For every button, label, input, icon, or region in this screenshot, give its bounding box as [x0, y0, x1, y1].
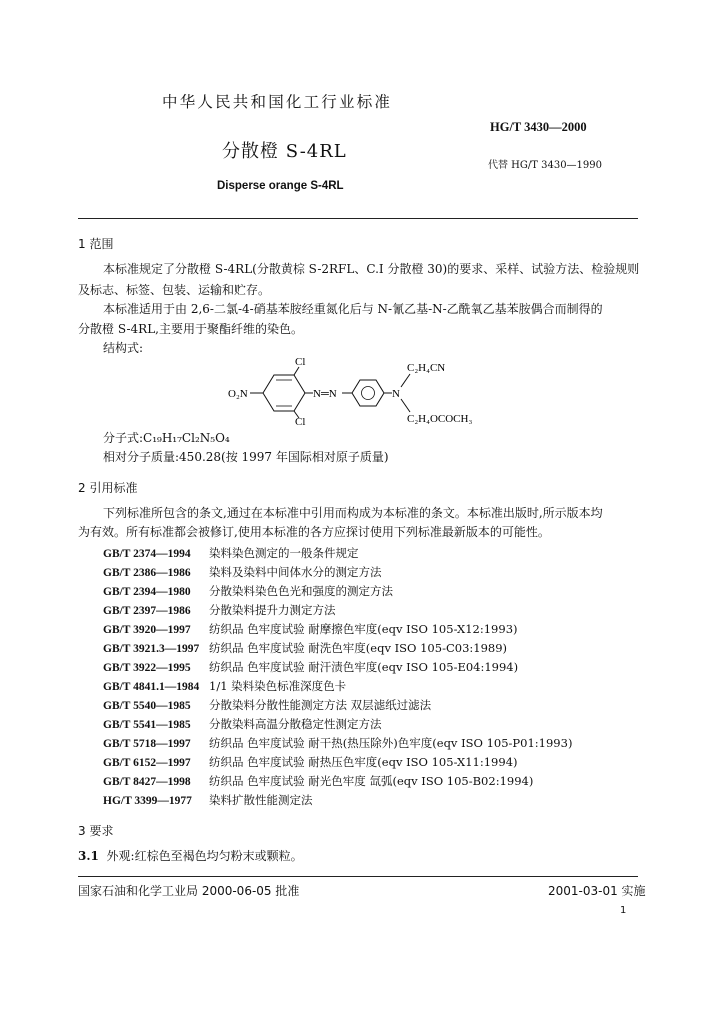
standard-number: HG/T 3430—2000	[490, 120, 587, 134]
scope-paragraph-1-line-1: 本标准规定了分散橙 S-4RL(分散黄棕 S-2RFL、C.I 分散橙 30)的要求、采样、试验方法、检验规则	[103, 262, 640, 276]
reference-item: GB/T 3922—1995 纺织品 色牢度试验 耐汗渍色牢度(eqv ISO 105-E04:1994)	[103, 660, 519, 674]
reference-item: HG/T 3399—1977 染料扩散性能测定法	[103, 793, 313, 807]
references-intro-line-1: 下列标准所包含的条文,通过在本标准中引用而构成为本标准的条文。本标准出版时,所示版本均	[103, 506, 603, 520]
section-3-heading: 3 要求	[78, 824, 114, 838]
molar-mass: 相对分子质量:450.28(按 1997 年国际相对原子质量)	[103, 450, 389, 464]
structure-label: 结构式:	[103, 341, 144, 355]
nitro-group-label: O₂N	[228, 388, 248, 400]
structural-formula	[225, 355, 495, 427]
approval-date: 国家石油和化学工业局 2000-06-05 批准	[78, 884, 300, 898]
scope-paragraph-2-line-1: 本标准适用于由 2,6-二氯-4-硝基苯胺经重氮化后与 N-氰乙基-N-乙酰氧乙基苯胺偶合而制得的	[103, 302, 603, 316]
references-intro-line-2: 为有效。所有标准都会被修订,使用本标准的各方应探讨使用下列标准最新版本的可能性。	[78, 525, 550, 539]
reference-item: GB/T 5540—1985 分散染料分散性能测定方法 双层滤纸过滤法	[103, 698, 432, 712]
reference-item: GB/T 3920—1997 纺织品 色牢度试验 耐摩擦色牢度(eqv ISO 105-X12:1993)	[103, 622, 518, 636]
reference-item: GB/T 4841.1—1984 1/1 染料染色标准深度色卡	[103, 679, 347, 693]
reference-item: GB/T 5718—1997 纺织品 色牢度试验 耐干热(热压除外)色牢度(eqv ISO 105-P01:1993)	[103, 736, 573, 750]
section-1-heading: 1 范围	[78, 237, 114, 251]
reference-item: GB/T 6152—1997 纺织品 色牢度试验 耐热压色牢度(eqv ISO 105-X11:1994)	[103, 755, 518, 769]
chlorine-bottom-label: Cl	[295, 416, 306, 427]
clause-number: 3.1	[78, 849, 99, 863]
molecular-formula: 分子式:C₁₉H₁₇Cl₂N₅O₄	[103, 431, 230, 445]
reference-item: GB/T 2386—1986 染料及染料中间体水分的测定方法	[103, 565, 382, 579]
reference-item: GB/T 2394—1980 分散染料染色色光和强度的测定方法	[103, 584, 393, 598]
clause-text: 外观:红棕色至褐色均匀粉末或颗粒。	[106, 849, 303, 863]
replaces-note: 代替 HG/T 3430—1990	[488, 160, 603, 171]
issuing-authority: 中华人民共和国化工行业标准	[162, 93, 393, 111]
reference-item: GB/T 2397—1986 分散染料提升力测定方法	[103, 603, 336, 617]
acetoxyethyl-group-label: C₂H₄OCOCH₃	[407, 413, 473, 425]
reference-item: GB/T 5541—1985 分散染料高温分散稳定性测定方法	[103, 717, 382, 731]
requirement-3-1	[78, 846, 303, 867]
english-title: Disperse orange S-4RL	[217, 180, 344, 192]
benzene-ring-2	[352, 380, 384, 406]
reference-item: GB/T 8427—1998 纺织品 色牢度试验 耐光色牢度 氙弧(eqv ISO 105-B02:1994)	[103, 774, 534, 788]
azo-group-label: N═N	[313, 388, 337, 400]
reference-item: GB/T 3921.3—1997 纺织品 色牢度试验 耐洗色牢度(eqv ISO 105-C03:1989)	[103, 641, 508, 655]
header-divider	[78, 218, 638, 219]
page-number: 1	[620, 905, 627, 916]
reference-item: GB/T 2374—1994 染料染色测定的一般条件规定	[103, 546, 359, 560]
amine-nitrogen-label: N	[392, 388, 400, 400]
normative-references-list	[103, 544, 572, 810]
scope-paragraph-2-line-2: 分散橙 S-4RL,主要用于聚酯纤维的染色。	[78, 322, 303, 336]
section-2-heading: 2 引用标准	[78, 481, 138, 495]
cyanoethyl-group-label: C₂H₄CN	[407, 362, 446, 374]
effective-date: 2001-03-01 实施	[548, 884, 646, 898]
scope-paragraph-1-line-2: 及标志、标签、包装、运输和贮存。	[78, 283, 271, 297]
chlorine-top-label: Cl	[295, 356, 306, 368]
footer-divider	[78, 876, 638, 877]
document-title: 分散橙 S-4RL	[222, 141, 347, 162]
